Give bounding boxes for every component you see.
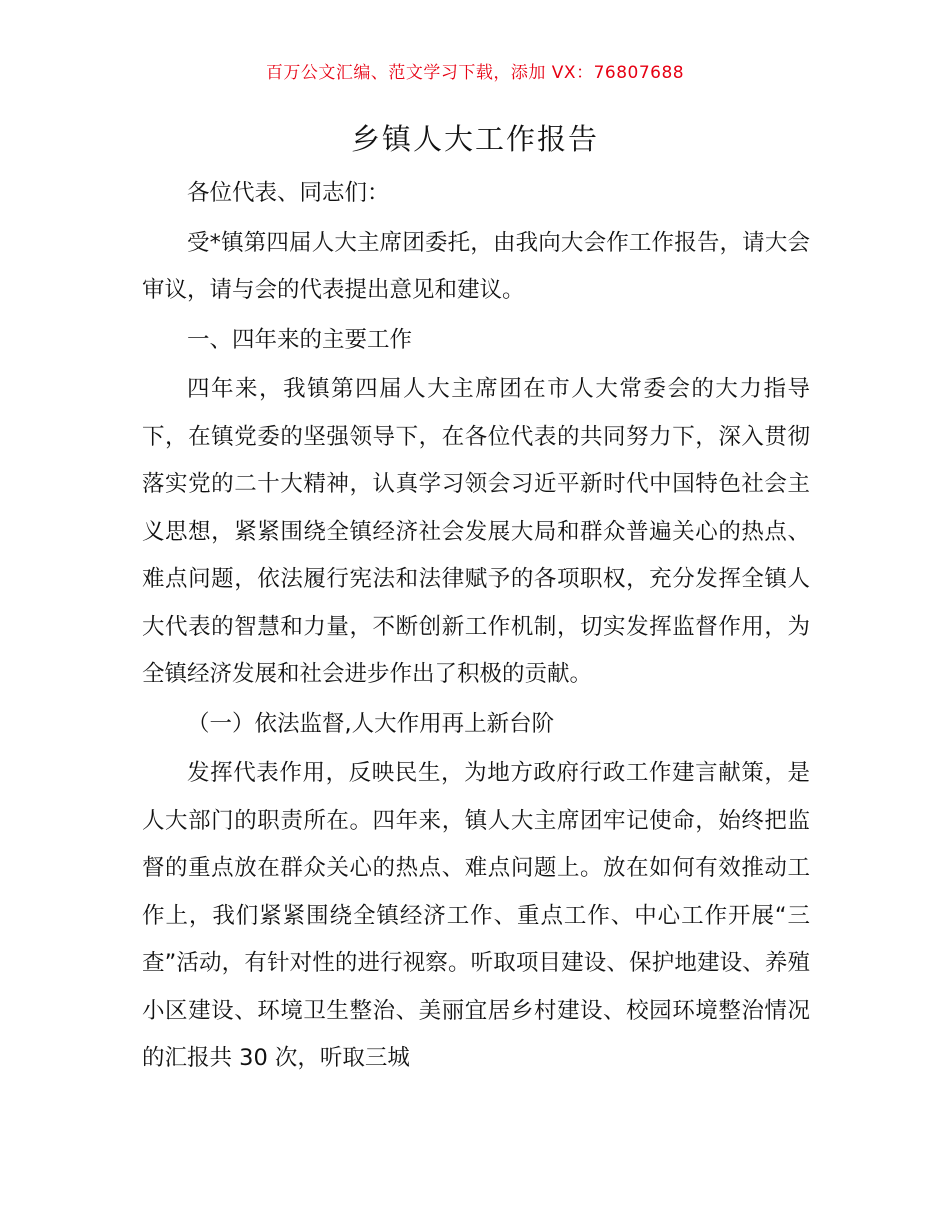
intro-paragraph: 受*镇第四届人大主席团委托，由我向大会作工作报告，请大会审议，请与会的代表提出意见和建议。 <box>142 229 810 303</box>
watermark-text: 百万公文汇编、范文学习下载，添加 VX：76807688 <box>265 63 685 83</box>
body-paragraph: 发挥代表作用，反映民生，为地方政府行政工作建言献策，是人大部门的职责所在。四年来，镇人大主席团牢记使命，始终把监督的重点放在群众关心的热点、难点问题上。放在如何有效推动工作上，我们紧紧围绕全镇经济工作、重点工作、中心工作开展“三查”活动，有针对性的进行视察。听取项目建设、保护地建设、养殖小区建设、环境卫生整治、美丽宜居乡村建设、校园环境整治情况的汇报共 30 次，听取三城 <box>142 760 810 1071</box>
body-paragraph: 四年来，我镇第四届人大主席团在市人大常委会的大力指导下，在镇党委的坚强领导下，在各位代表的共同努力下，深入贯彻落实党的二十大精神，认真学习领会习近平新时代中国特色社会主义思想，紧紧围绕全镇经济社会发展大局和群众普遍关心的热点、难点问题，依法履行宪法和法律赋予的各项职权，充分发挥全镇人大代表的智慧和力量，不断创新工作机制，切实发挥监督作用，为全镇经济发展和社会进步作出了积极的贡献。 <box>142 376 810 687</box>
document-body <box>142 170 810 1085</box>
document-title: 乡镇人大工作报告 <box>350 122 599 156</box>
salutation-paragraph: 各位代表、同志们： <box>187 180 390 206</box>
subsection-heading: （一）依法监督,人大作用再上新台阶 <box>187 710 555 737</box>
section-heading: 一、四年来的主要工作 <box>187 326 413 353</box>
